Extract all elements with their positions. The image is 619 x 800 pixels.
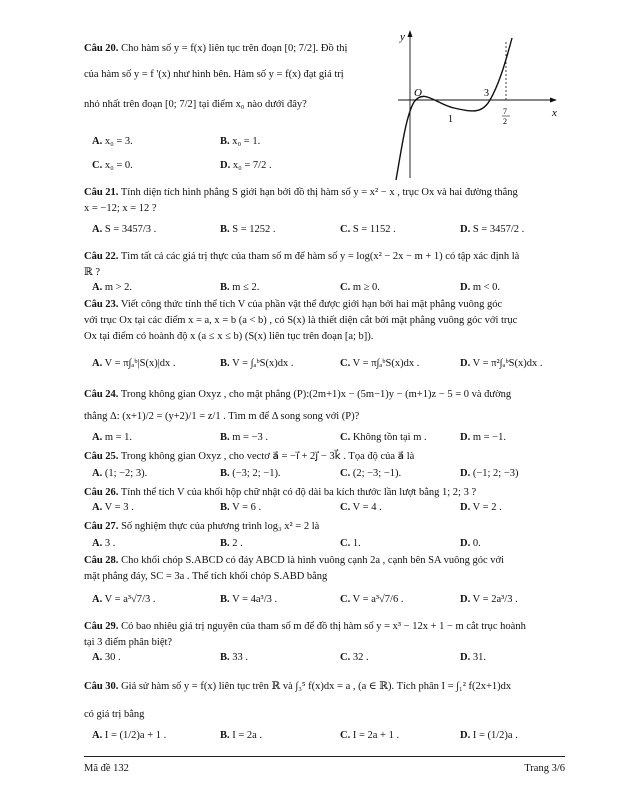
q26-option-d[interactable]: D. V = 2 . [460, 502, 502, 513]
q23-number: Câu 23. [84, 299, 119, 310]
q25-option-d[interactable]: D. (−1; 2; −3) [460, 468, 519, 479]
y-axis-label: y [400, 31, 405, 43]
tick-3: 3 [484, 88, 489, 99]
footer-exam-code: Mã đề 132 [84, 763, 129, 774]
q29-option-d[interactable]: D. 31. [460, 652, 486, 663]
q28-line1: Cho khối chóp S.ABCD có đáy ABCD là hình vuông cạnh 2a , cạnh bên SA vuông góc với [121, 555, 504, 566]
q28-options [92, 594, 564, 610]
q22-line2: ℝ ? [84, 267, 101, 278]
footer-page-number: Trang 3/6 [524, 763, 565, 774]
q21-line1: Tính diện tích hình phẳng S giới hạn bởi đồ thị hàm số y = x² − x , trục Ox và hai đường thẳng [120, 187, 518, 198]
q28-option-a[interactable]: A. V = a³√7/3 . [92, 594, 156, 605]
q23-line2: với trục Ox tại các điểm x = a, x = b (a < b) , có S(x) là thiết diện cắt bởi mặt phẳng vuông góc với trục [84, 315, 518, 326]
q28-option-b[interactable]: B. V = 4a³/3 . [220, 594, 278, 605]
q21-line2: x = −12; x = 12 ? [84, 203, 157, 214]
q20-line3: nhỏ nhất trên đoạn [0; 7/2] tại điểm x₀ nào dưới đây? [84, 99, 307, 110]
q24-options [92, 432, 564, 448]
tick-1: 1 [448, 114, 453, 125]
q29-option-a[interactable]: A. 30 . [92, 652, 121, 663]
q22-option-c[interactable]: C. m ≥ 0. [340, 282, 380, 293]
q21-option-a[interactable]: A. S = 3457/3 . [92, 224, 157, 235]
q23-options [92, 358, 564, 374]
q22-option-b[interactable]: B. m ≤ 2. [220, 282, 260, 293]
q23-option-b[interactable]: B. V = ∫ₐᵇS(x)dx . [220, 358, 294, 369]
q20-option-d[interactable]: D. x₀ = 7/2 . [220, 160, 272, 171]
q25-line1: Trong không gian Oxyz , cho vectơ a⃗ = −i⃗ + 2j⃗ − 3k⃗ . Tọa độ của a⃗ là [120, 451, 415, 462]
tick-7-2-den: 2 [503, 117, 507, 126]
origin-label: O [414, 87, 422, 99]
q29-option-c[interactable]: C. 32 . [340, 652, 369, 663]
question-23 [84, 298, 564, 312]
q21-option-b[interactable]: B. S = 1252 . [220, 224, 276, 235]
question-27 [84, 520, 564, 534]
q29-option-b[interactable]: B. 33 . [220, 652, 249, 663]
q21-option-d[interactable]: D. S = 3457/2 . [460, 224, 525, 235]
q30-number: Câu 30. [84, 681, 119, 692]
q26-number: Câu 26. [84, 487, 119, 498]
q27-number: Câu 27. [84, 521, 119, 532]
q23-line1: Viết công thức tính thể tích V của phần vật thể được giới hạn bởi hai mặt phẳng vuông góc [120, 299, 503, 310]
q24-option-c[interactable]: C. Không tồn tại m . [340, 432, 427, 443]
q28-number: Câu 28. [84, 555, 119, 566]
q27-option-a[interactable]: A. 3 . [92, 538, 116, 549]
q26-option-a[interactable]: A. V = 3 . [92, 502, 134, 513]
q22-number: Câu 22. [84, 251, 119, 262]
q25-number: Câu 25. [84, 451, 119, 462]
q23-option-a[interactable]: A. V = π∫ₐᵇ|S(x)|dx . [92, 358, 176, 369]
q25-option-a[interactable]: A. (1; −2; 3). [92, 468, 148, 479]
q22-options [92, 282, 564, 298]
question-21 [84, 186, 564, 200]
q20-derivative-graph [394, 28, 564, 188]
q29-options [92, 652, 564, 668]
q20-options-row2 [92, 160, 352, 176]
q27-option-d[interactable]: D. 0. [460, 538, 481, 549]
q21-options [92, 224, 564, 240]
q24-option-d[interactable]: D. m = −1. [460, 432, 506, 443]
q23-option-d[interactable]: D. V = π²∫ₐᵇS(x)dx . [460, 358, 543, 369]
q30-option-a[interactable]: A. I = (1/2)a + 1 . [92, 730, 167, 741]
q28-option-c[interactable]: C. V = a³√7/6 . [340, 594, 404, 605]
question-22 [84, 250, 564, 264]
q26-option-c[interactable]: C. V = 4 . [340, 502, 382, 513]
q24-line2: thẳng Δ: (x+1)/2 = (y+2)/1 = z/1 . Tìm m để Δ song song với (P)? [84, 411, 360, 422]
q20-line1: Cho hàm số y = f(x) liên tục trên đoạn [0; 7/2]. Đồ thị [121, 43, 348, 54]
q27-options [92, 538, 564, 554]
q24-line1: Trong không gian Oxyz , cho mặt phẳng (P):(2m+1)x − (5m−1)y − (m+1)z − 5 = 0 và đường [120, 389, 512, 400]
x-axis-label: x [552, 107, 557, 119]
q27-line1: Số nghiệm thực của phương trình log₃ x² = 2 là [121, 521, 320, 532]
q20-number: Câu 20. [84, 43, 119, 54]
q29-number: Câu 29. [84, 621, 119, 632]
q30-option-d[interactable]: D. I = (1/2)a . [460, 730, 518, 741]
q22-option-d[interactable]: D. m < 0. [460, 282, 501, 293]
q22-option-a[interactable]: A. m > 2. [92, 282, 133, 293]
q20-option-b[interactable]: B. x₀ = 1. [220, 136, 261, 147]
q20-line2: của hàm số y = f '(x) như hình bên. Hàm số y = f(x) đạt giá trị [84, 69, 344, 80]
question-26 [84, 486, 564, 500]
q23-option-c[interactable]: C. V = π∫ₐᵇS(x)dx . [340, 358, 420, 369]
question-30 [84, 680, 564, 694]
q25-option-b[interactable]: B. (−3; 2; −1). [220, 468, 281, 479]
q27-option-b[interactable]: B. 2 . [220, 538, 243, 549]
q30-line1: Giả sử hàm số y = f(x) liên tục trên ℝ và ∫₃⁵ f(x)dx = a , (a ∈ ℝ). Tích phân I = ∫₁² f(2x+1)dx [121, 681, 512, 692]
question-29 [84, 620, 564, 634]
q22-line1: Tìm tất cả các giá trị thực của tham số m để hàm số y = log(x² − 2x − m + 1) có tập xác định là [120, 251, 520, 262]
question-20 [84, 42, 384, 56]
q20-options-row1 [92, 136, 352, 152]
q26-option-b[interactable]: B. V = 6 . [220, 502, 262, 513]
q24-option-a[interactable]: A. m = 1. [92, 432, 133, 443]
question-24 [84, 388, 564, 402]
question-25 [84, 450, 564, 464]
q21-option-c[interactable]: C. S = 1152 . [340, 224, 396, 235]
q23-line3: Ox tại điểm có hoành độ x (a ≤ x ≤ b) (S(x) liên tục trên đoạn [a; b]). [84, 331, 374, 342]
q27-option-c[interactable]: C. 1. [340, 538, 361, 549]
q25-option-c[interactable]: C. (2; −3; −1). [340, 468, 402, 479]
q20-option-a[interactable]: A. x₀ = 3. [92, 136, 133, 147]
footer-divider [84, 756, 565, 757]
q30-options [92, 730, 564, 746]
q29-line1: Có bao nhiêu giá trị nguyên của tham số m để đồ thị hàm số y = x³ − 12x + 1 − m cắt trục hoành [121, 621, 526, 632]
q26-line1: Tính thể tích V của khối hộp chữ nhật có độ dài ba kích thước lần lượt bằng 1; 2; 3 ? [120, 487, 477, 498]
q20-option-c[interactable]: C. x₀ = 0. [92, 160, 133, 171]
q29-line2: tại 3 điểm phân biệt? [84, 637, 173, 648]
q28-option-d[interactable]: D. V = 2a³/3 . [460, 594, 518, 605]
q25-options [92, 468, 564, 484]
q30-option-b[interactable]: B. I = 2a . [220, 730, 263, 741]
q26-options [92, 502, 564, 518]
question-28 [84, 554, 564, 568]
q30-line2: có giá trị bằng [84, 709, 145, 720]
q24-number: Câu 24. [84, 389, 119, 400]
q24-option-b[interactable]: B. m = −3 . [220, 432, 269, 443]
tick-7-2-num: 7 [503, 107, 507, 116]
q30-option-c[interactable]: C. I = 2a + 1 . [340, 730, 400, 741]
q21-number: Câu 21. [84, 187, 119, 198]
q28-line2: mặt phẳng đáy, SC = 3a . Thể tích khối chóp S.ABD bằng [84, 571, 328, 582]
